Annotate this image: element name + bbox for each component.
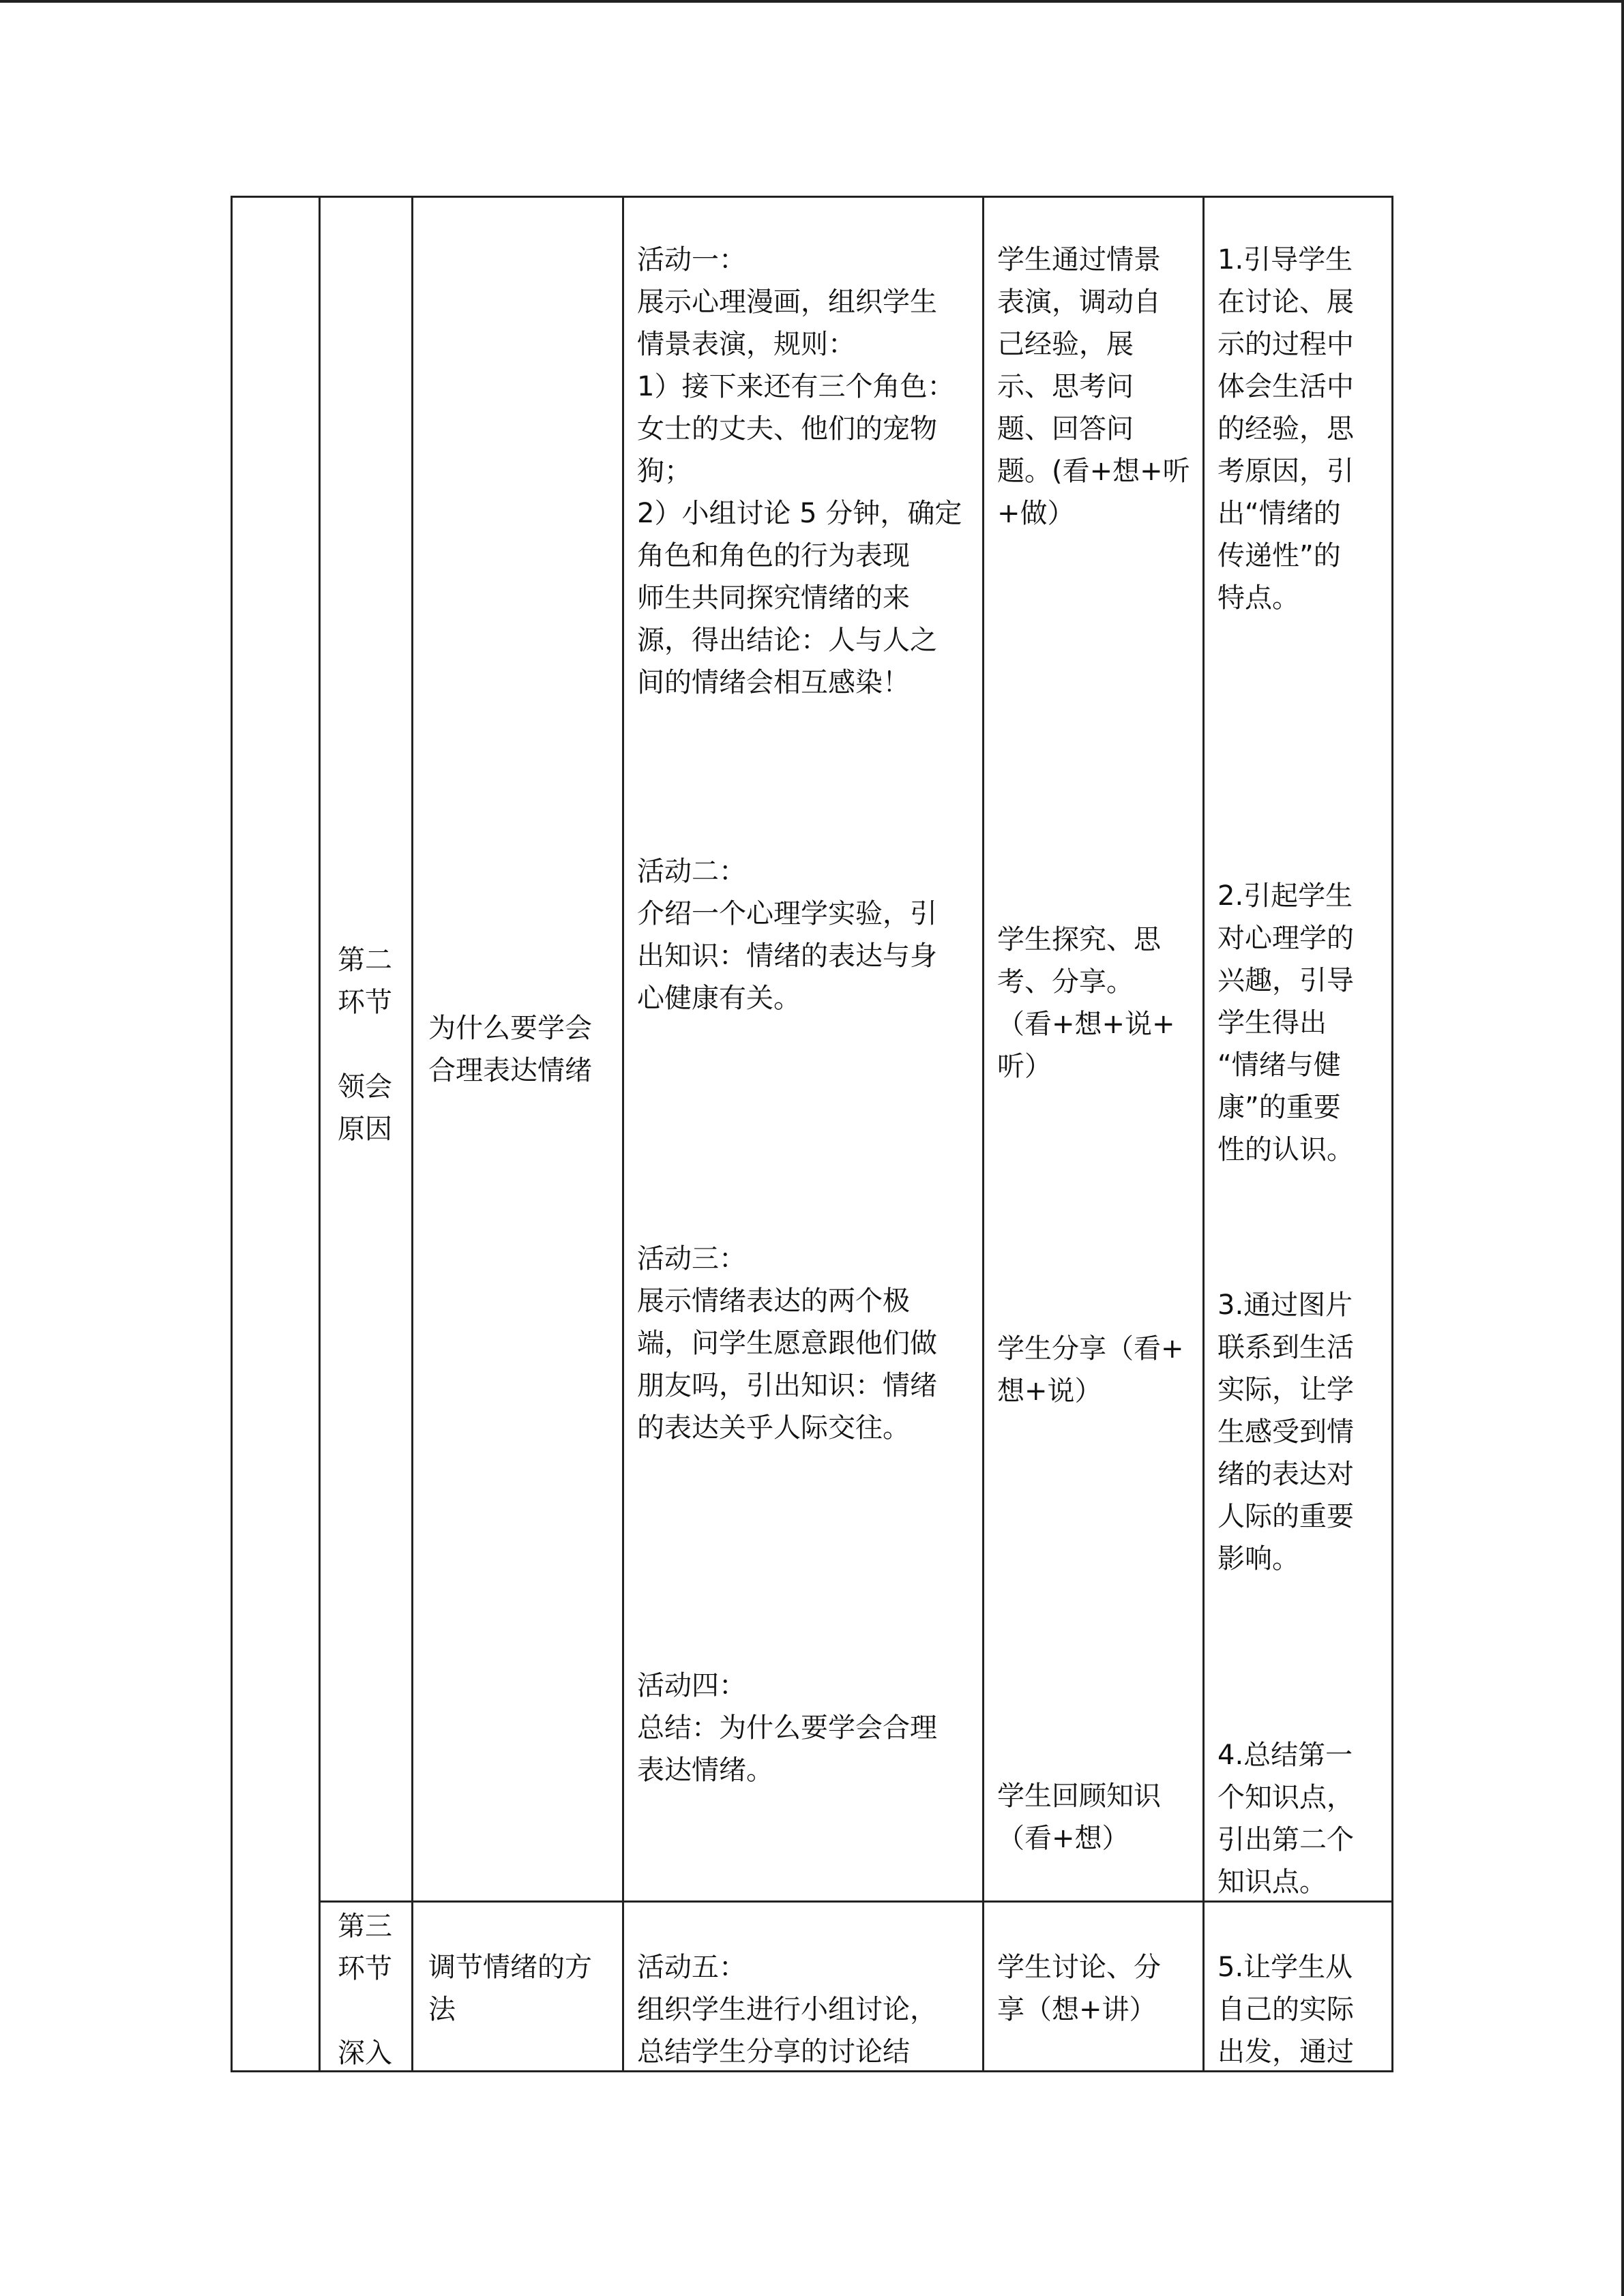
table-border-top bbox=[231, 196, 1393, 198]
topic-label: 调节情绪的方 法 bbox=[428, 1952, 592, 2025]
teacher-activity: 活动二： 介绍一个心理学实验，引 出知识：情绪的表达与身 心健康有关。 bbox=[637, 856, 937, 1014]
teacher-activity: 活动四： 总结：为什么要学会合理 表达情绪。 bbox=[637, 1670, 937, 1786]
design-intent: 4.总结第一 个知识点， 引出第二个 知识点。 bbox=[1217, 1740, 1354, 1898]
table-border-left bbox=[231, 196, 233, 2072]
student-activity: 学生探究、思 考、分享。 （看+想+说+ 听） bbox=[997, 924, 1175, 1082]
design-intent: 2.引起学生 对心理学的 兴趣，引导 学生得出 “情绪与健 康”的重要 性的认识。 bbox=[1217, 880, 1354, 1165]
table-border-right bbox=[1391, 196, 1393, 2072]
column-divider bbox=[982, 196, 984, 2072]
page-top-border bbox=[0, 0, 1624, 3]
column-divider bbox=[622, 196, 624, 2072]
design-intent: 1.引导学生 在讨论、展 示的过程中 体会生活中 的经验，思 考原因，引 出“情绪的 传递性”的 特点。 bbox=[1217, 244, 1354, 614]
design-intent: 5.让学生从 自己的实际 出发，通过 bbox=[1217, 1952, 1354, 2068]
teacher-activity: 活动五： 组织学生进行小组讨论， 总结学生分享的讨论结 bbox=[637, 1952, 937, 2068]
design-intent: 3.通过图片 联系到生活 实际，让学 生感受到情 绪的表达对 人际的重要 影响。 bbox=[1217, 1289, 1354, 1575]
student-activity: 学生分享（看+ 想+说） bbox=[997, 1333, 1184, 1407]
lesson-plan-table bbox=[231, 196, 1393, 2072]
student-activity: 学生通过情景 表演，调动自 己经验，展 示、思考问 题、回答问 题。(看+想+听 +做） bbox=[997, 244, 1190, 529]
section-label: 第三 环节 深入 bbox=[338, 1911, 392, 2069]
column-divider bbox=[411, 196, 413, 2072]
topic-label: 为什么要学会 合理表达情绪 bbox=[428, 1013, 592, 1086]
page-right-border bbox=[1621, 0, 1624, 2296]
student-activity: 学生回顾知识 （看+想） bbox=[997, 1780, 1161, 1854]
teacher-activity: 活动一： 展示心理漫画，组织学生 情景表演，规则： 1）接下来还有三个角色： 女士的丈夫、他们的宠物 狗； 2）小组讨论 5 分钟，确定 角色和角色的行为表现 师生共同探究情绪的来 源，得出结论：人与人之 间的情绪会相互感染！ bbox=[637, 244, 962, 698]
section-label: 第二 环节 领会 原因 bbox=[338, 944, 392, 1145]
teacher-activity: 活动三： 展示情绪表达的两个极 端，问学生愿意跟他们做 朋友吗，引出知识：情绪 的表达关乎人际交往。 bbox=[637, 1243, 937, 1444]
column-divider bbox=[1202, 196, 1205, 2072]
student-activity: 学生讨论、分 享（想+讲） bbox=[997, 1952, 1161, 2025]
column-divider bbox=[319, 196, 321, 2072]
